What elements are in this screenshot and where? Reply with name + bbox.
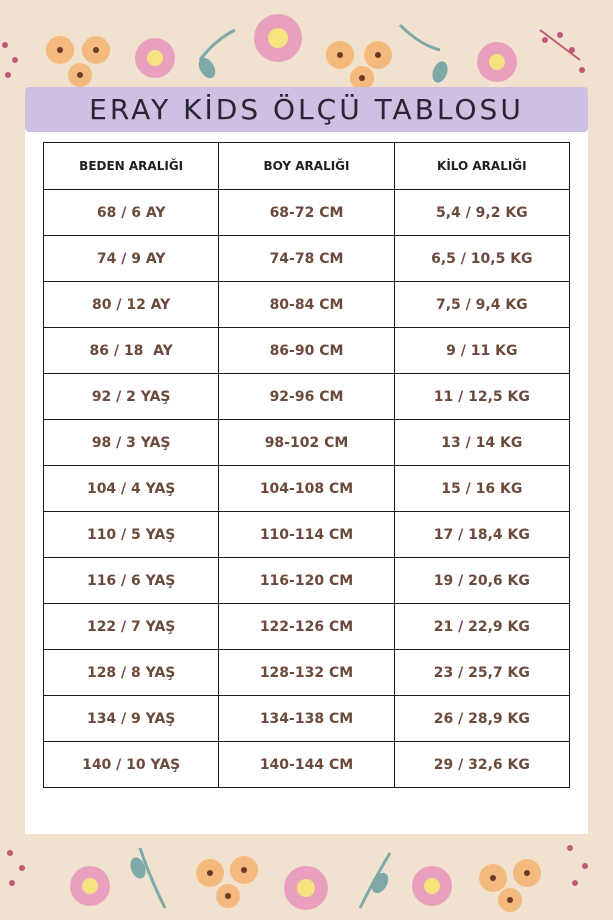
weight-cell: 5,4 / 9,2 KG [394, 190, 569, 236]
size-cell: 110 / 5 YAŞ [44, 512, 219, 558]
weight-cell: 19 / 20,6 KG [394, 558, 569, 604]
size-cell: 116 / 6 YAŞ [44, 558, 219, 604]
title-banner [25, 87, 588, 132]
height-cell: 86-90 CM [219, 328, 394, 374]
weight-cell: 29 / 32,6 KG [394, 742, 569, 788]
table-row [44, 466, 570, 512]
size-cell: 134 / 9 YAŞ [44, 696, 219, 742]
height-cell: 98-102 CM [219, 420, 394, 466]
height-cell: 74-78 CM [219, 236, 394, 282]
table-header-row [44, 143, 570, 190]
table-row [44, 282, 570, 328]
size-cell: 74 / 9 AY [44, 236, 219, 282]
weight-cell: 15 / 16 KG [394, 466, 569, 512]
size-cell: 140 / 10 YAŞ [44, 742, 219, 788]
table-row [44, 604, 570, 650]
weight-cell: 6,5 / 10,5 KG [394, 236, 569, 282]
size-cell: 80 / 12 AY [44, 282, 219, 328]
page-title: ERAY KİDS ÖLÇÜ TABLOSU [89, 93, 524, 126]
weight-cell: 26 / 28,9 KG [394, 696, 569, 742]
height-cell: 134-138 CM [219, 696, 394, 742]
header-weight-range: KİLO ARALIĞI [394, 143, 569, 190]
height-cell: 116-120 CM [219, 558, 394, 604]
table-row [44, 512, 570, 558]
weight-cell: 23 / 25,7 KG [394, 650, 569, 696]
size-cell: 68 / 6 AY [44, 190, 219, 236]
table-row [44, 190, 570, 236]
height-cell: 104-108 CM [219, 466, 394, 512]
table-row [44, 420, 570, 466]
header-height-range: BOY ARALIĞI [219, 143, 394, 190]
weight-cell: 13 / 14 KG [394, 420, 569, 466]
weight-cell: 7,5 / 9,4 KG [394, 282, 569, 328]
height-cell: 68-72 CM [219, 190, 394, 236]
table-row [44, 742, 570, 788]
floral-decoration-bottom [0, 828, 613, 920]
height-cell: 128-132 CM [219, 650, 394, 696]
size-cell: 98 / 3 YAŞ [44, 420, 219, 466]
height-cell: 110-114 CM [219, 512, 394, 558]
size-cell: 86 / 18 AY [44, 328, 219, 374]
weight-cell: 21 / 22,9 KG [394, 604, 569, 650]
size-cell: 104 / 4 YAŞ [44, 466, 219, 512]
weight-cell: 11 / 12,5 KG [394, 374, 569, 420]
table-row [44, 328, 570, 374]
table-row [44, 696, 570, 742]
table-row [44, 374, 570, 420]
size-cell: 128 / 8 YAŞ [44, 650, 219, 696]
table-row [44, 558, 570, 604]
size-cell: 122 / 7 YAŞ [44, 604, 219, 650]
floral-decoration-top [0, 0, 613, 100]
table-row [44, 236, 570, 282]
table-row [44, 650, 570, 696]
weight-cell: 17 / 18,4 KG [394, 512, 569, 558]
height-cell: 92-96 CM [219, 374, 394, 420]
height-cell: 80-84 CM [219, 282, 394, 328]
size-chart-table [43, 142, 570, 788]
height-cell: 122-126 CM [219, 604, 394, 650]
height-cell: 140-144 CM [219, 742, 394, 788]
size-cell: 92 / 2 YAŞ [44, 374, 219, 420]
header-size-range: BEDEN ARALIĞI [44, 143, 219, 190]
weight-cell: 9 / 11 KG [394, 328, 569, 374]
